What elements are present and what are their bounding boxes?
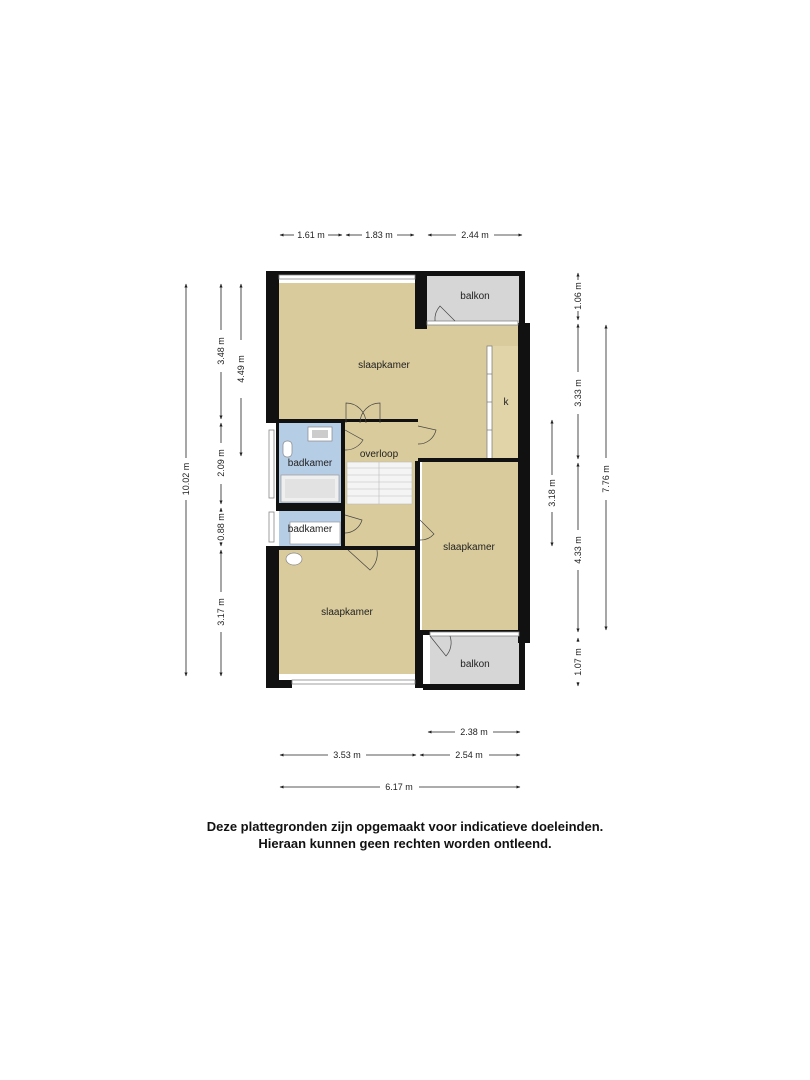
svg-text:1.06 m: 1.06 m — [573, 282, 583, 310]
dim-right-a4 — [573, 638, 583, 686]
dim-left-a3 — [216, 508, 226, 546]
label-overloop: overloop — [359, 449, 399, 460]
label-balkon-bottom: balkon — [460, 659, 490, 670]
label-slaapkamer-right: slaapkamer — [443, 542, 495, 553]
dim-top-1 — [280, 230, 342, 240]
label-slaapkamer-top: slaapkamer — [358, 360, 410, 371]
stairs — [347, 462, 412, 504]
dim-top-3 — [428, 230, 522, 240]
dim-top-2 — [346, 230, 414, 240]
dim-left-b — [236, 284, 246, 456]
dim-left-a2 — [216, 423, 226, 504]
dim-right-a2 — [573, 324, 583, 459]
svg-text:3.18 m: 3.18 m — [547, 479, 557, 507]
svg-text:6.17 m: 6.17 m — [385, 782, 413, 792]
dim-bottom-a — [428, 727, 520, 737]
label-k: k — [503, 397, 509, 408]
svg-text:1.83 m: 1.83 m — [365, 230, 393, 240]
svg-text:4.49 m: 4.49 m — [236, 355, 246, 383]
washbasin-icon — [286, 553, 302, 565]
dim-right-a3 — [573, 463, 583, 632]
dim-right-a1 — [573, 273, 583, 320]
svg-text:3.48 m: 3.48 m — [216, 337, 226, 365]
svg-text:3.53 m: 3.53 m — [333, 750, 361, 760]
svg-text:3.17 m: 3.17 m — [216, 598, 226, 626]
closet — [487, 346, 492, 459]
dim-bottom-b1 — [280, 750, 416, 760]
svg-text:0.88 m: 0.88 m — [216, 513, 226, 541]
dim-left-a1 — [216, 284, 226, 419]
disclaimer-line-1: Deze plattegronden zijn opgemaakt voor indicatieve doeleinden. — [206, 819, 604, 834]
svg-text:10.02 m: 10.02 m — [181, 462, 191, 496]
dim-bottom-total — [280, 782, 520, 792]
svg-text:2.38 m: 2.38 m — [460, 727, 488, 737]
label-balkon-top: balkon — [460, 291, 490, 302]
room-slaapkamer-top — [279, 283, 418, 421]
dim-right-b — [601, 325, 611, 630]
svg-text:2.44 m: 2.44 m — [461, 230, 489, 240]
dim-left-a4 — [216, 550, 226, 676]
disclaimer-line-2: Hieraan kunnen geen rechten worden ontleend. — [258, 836, 552, 851]
svg-text:2.09 m: 2.09 m — [216, 449, 226, 477]
svg-text:2.54 m: 2.54 m — [455, 750, 483, 760]
svg-text:7.76 m: 7.76 m — [601, 465, 611, 493]
svg-text:1.07 m: 1.07 m — [573, 648, 583, 676]
dim-bottom-b2 — [420, 750, 520, 760]
toilet-icon — [283, 441, 292, 457]
disclaimer — [0, 818, 810, 852]
dim-right-inner — [547, 420, 557, 546]
label-badkamer-1: badkamer — [287, 458, 333, 469]
svg-text:4.33 m: 4.33 m — [573, 536, 583, 564]
dim-left-outer — [181, 284, 191, 676]
label-slaapkamer-bottom: slaapkamer — [321, 607, 373, 618]
label-badkamer-2: badkamer — [287, 524, 333, 535]
svg-text:1.61 m: 1.61 m — [297, 230, 325, 240]
svg-text:3.33 m: 3.33 m — [573, 379, 583, 407]
